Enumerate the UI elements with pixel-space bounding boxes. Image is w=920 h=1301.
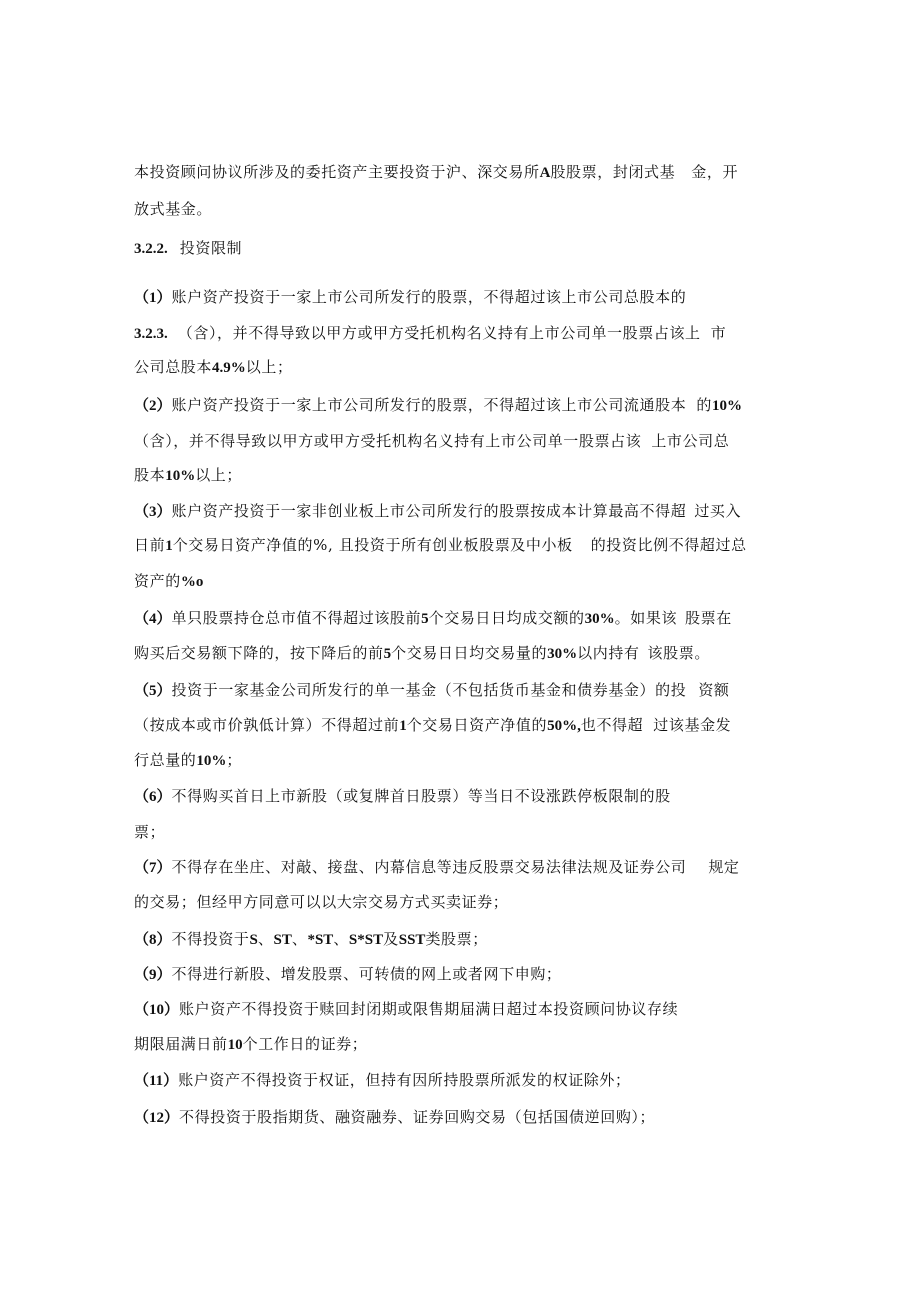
text: 。如果该 [614, 609, 678, 627]
text-bold: 10 [227, 1037, 243, 1053]
text: 投资于一家基金公司所发行的单一基金（不包括货币基金和债券基金）的投 [171, 681, 687, 699]
item-1-line-1 [134, 287, 686, 308]
text: 资额 [698, 681, 730, 699]
text: 个交易日资产净值的 [406, 716, 548, 734]
text: 股票在 [685, 609, 732, 627]
item-label: （6） [134, 789, 172, 805]
text-bold: 5 [383, 646, 392, 662]
text: 行总量的 [134, 751, 197, 769]
item-label: （1） [134, 290, 172, 306]
item-label: （5） [134, 683, 172, 699]
text: 不得存在坐庄、对敲、接盘、内幕信息等违反股票交易法律法规及证券公司 [171, 858, 687, 876]
text: 不得购买首日上市新股（或复牌首日股票）等当日不设涨跌停板限制的股 [171, 787, 671, 805]
text: 以上； [195, 466, 243, 484]
text: 也不得超 [580, 716, 644, 734]
section-number: 3.2.2. [134, 241, 168, 257]
item-3-line-2 [134, 535, 747, 556]
text: （含），并不得导致以甲方或甲方受托机构名义持有上市公司单一股票占该上 [177, 324, 701, 342]
text: 不得进行新股、增发股票、可转债的网上或者网下申购； [171, 965, 562, 983]
item-7-line-2: 的交易；但经甲方同意可以以大宗交易方式买卖证券； [134, 893, 509, 911]
item-2-line-3 [134, 465, 242, 486]
item-label: （7） [134, 860, 172, 876]
intro-line-2: 放式基金。 [134, 200, 213, 218]
section-number: 3.2.3. [134, 326, 168, 342]
item-5-line-3 [134, 750, 242, 771]
text: ； [226, 751, 243, 769]
text: 类股票； [425, 930, 488, 948]
text: 账户资产不得投资于赎回封闭期或限售期届满日超过本投资顾问协议存续 [179, 1000, 679, 1018]
text-bold: 10% [165, 468, 196, 484]
text-bold: 10% [196, 753, 227, 769]
item-label: （9） [134, 967, 172, 983]
text: 以上； [245, 358, 293, 376]
item-11-line [134, 1070, 631, 1091]
text: 账户资产投资于一家上市公司所发行的股票，不得超过该上市公司总股本的 [171, 288, 687, 306]
text: 的 [696, 396, 712, 414]
item-3-line-1 [134, 501, 741, 522]
item-2-line-1 [134, 395, 742, 416]
text-bold: 50%, [547, 718, 581, 734]
text-bold: 5 [421, 611, 429, 627]
text: 期限届满日前 [134, 1035, 228, 1053]
text: 个交易日日均交易量的 [391, 644, 548, 662]
text: 个交易日日均成交额的 [428, 609, 585, 627]
text-bold: %o [180, 574, 204, 590]
text-bold: 1 [399, 718, 407, 734]
text: 个交易日资产净值的%, 且投资于所有创业板股票及中小板 [172, 536, 573, 554]
section-heading [134, 238, 242, 259]
text: 不得投资于股指期货、融资融券、证券回购交易（包括国债逆回购）； [179, 1108, 656, 1126]
text: 市 [710, 324, 727, 342]
item-6-line-1 [134, 786, 671, 807]
text: 上市公司总 [651, 432, 730, 450]
item-8-line [134, 929, 488, 950]
text-bold: 1 [165, 538, 173, 554]
section-title: 投资限制 [179, 239, 243, 257]
text: 、 [257, 930, 274, 948]
text: 的投资比例不得超过总 [590, 536, 747, 554]
text: （含），并不得导致以甲方或甲方受托机构名义持有上市公司单一股票占该 [134, 432, 642, 450]
text: 规定 [708, 858, 740, 876]
text: 日前 [134, 536, 166, 554]
text-bold: 10% [711, 398, 742, 414]
text-bold: *ST [307, 932, 334, 948]
text: 股股票，封闭式基 [550, 163, 676, 181]
item-6-line-2: 票； [134, 823, 166, 841]
text: 、 [333, 930, 349, 948]
item-label: （10） [134, 1002, 180, 1018]
text: 账户资产不得投资于权证，但持有因所持股票所派发的权证除外； [178, 1071, 631, 1089]
item-4-line-1 [134, 608, 732, 629]
text: 不得投资于 [171, 930, 250, 948]
text: 公司总股本 [134, 358, 213, 376]
text-bold: 30% [584, 611, 615, 627]
item-label: （8） [134, 932, 172, 948]
text: 购买后交易额下降的，按下降后的前 [134, 644, 384, 662]
item-7-line-1 [134, 857, 740, 878]
text: 以内持有 [577, 644, 640, 662]
item-2-line-2 [134, 431, 729, 451]
item-9-line [134, 964, 562, 985]
item-label: （4） [134, 611, 172, 627]
item-1-line-2 [134, 323, 726, 344]
text-bold: ST [273, 932, 292, 948]
item-1-line-3 [134, 357, 293, 378]
intro-line-1 [134, 162, 738, 183]
text-bold: 30% [547, 646, 578, 662]
text: 过该基金发 [653, 716, 732, 734]
text: 过买入 [694, 502, 742, 520]
text: 股本 [134, 466, 166, 484]
item-label: （11） [134, 1073, 179, 1089]
item-10-line-1 [134, 999, 678, 1020]
item-3-line-3 [134, 571, 203, 592]
text: 该股票。 [647, 644, 710, 662]
text-bold: S [249, 932, 258, 948]
text: 账户资产投资于一家上市公司所发行的股票，不得超过该上市公司流通股本 [171, 396, 687, 414]
text: 单只股票持仓总市值不得超过该股前 [171, 609, 422, 627]
text: 本投资顾问协议所涉及的委托资产主要投资于沪、深交易所 [134, 163, 540, 181]
item-label: （2） [134, 398, 172, 414]
text: （按成本或市价孰低计算）不得超过前 [134, 716, 400, 734]
text: 、 [291, 930, 308, 948]
item-5-line-1 [134, 680, 730, 701]
text: 账户资产投资于一家非创业板上市公司所发行的股票按成本计算最高不得超 [171, 502, 687, 520]
text-bold: SST [398, 932, 426, 948]
item-10-line-2 [134, 1034, 367, 1055]
text-bold: S*ST [348, 932, 384, 948]
text-bold: 4.9% [212, 360, 246, 376]
text: 个工作日的证券； [242, 1035, 368, 1053]
text-bold: A [539, 165, 551, 181]
text: 及 [383, 930, 399, 948]
text: 资产的 [134, 572, 181, 590]
item-label: （3） [134, 504, 172, 520]
item-label: （12） [134, 1110, 180, 1126]
item-12-line [134, 1107, 655, 1128]
item-5-line-2 [134, 715, 731, 736]
item-4-line-2 [134, 643, 710, 664]
text: 金，开 [691, 163, 739, 181]
